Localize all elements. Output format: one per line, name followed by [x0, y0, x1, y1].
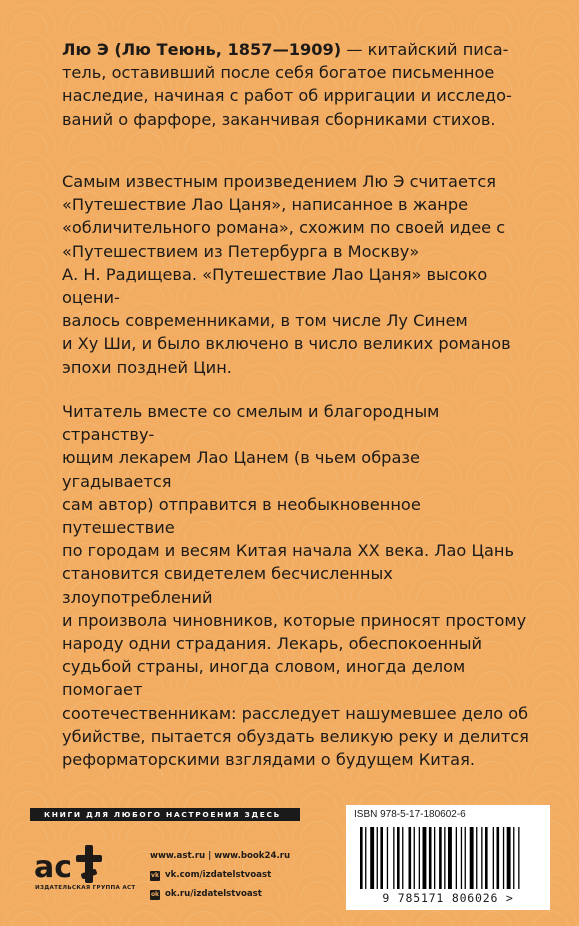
- text-line: и произвола чиновников, которые приносят простому: [62, 610, 527, 630]
- text-line: валось современниками, в том числе Лу Синем: [62, 311, 468, 331]
- text-line: по городам и весям Китая начала XX века. Лао Цань: [62, 541, 515, 561]
- websites-link[interactable]: www.ast.ru | www.book24.ru: [150, 851, 291, 861]
- text-line: «Путешествием из Петербурга в Москву»: [62, 241, 420, 261]
- barcode-digits: 9 785171 806026 >: [382, 891, 514, 905]
- text-line: Читатель вместе со смелым и благородным странству-: [62, 402, 440, 445]
- barcode-bar: [518, 827, 519, 889]
- ok-link[interactable]: ok.ru/izdatelstvoast: [165, 889, 262, 899]
- bio-line: ваний о фарфоре, заканчивая сборниками стихов.: [62, 109, 496, 129]
- barcode-bar: [448, 827, 452, 889]
- text-line: «Путешествие Лао Цаня», написанное в жанре: [62, 195, 469, 215]
- barcode-bars: [360, 827, 536, 889]
- vk-link[interactable]: vk.com/izdatelstvoast: [165, 870, 272, 880]
- publisher-links: [150, 847, 290, 904]
- barcode-bar: [481, 827, 482, 889]
- barcode-bar: [476, 827, 477, 889]
- barcode-bar: [465, 827, 466, 889]
- ok-row: [150, 885, 290, 904]
- text-line: эпохи поздней Цин.: [62, 357, 232, 377]
- barcode-bar: [370, 827, 374, 889]
- barcode-bar: [387, 827, 388, 889]
- barcode-bar: [377, 827, 378, 889]
- text-line: становится свидетелем бесчисленных злоупотреблений: [62, 564, 393, 607]
- barcode-bar: [419, 827, 420, 889]
- author-name: Лю Э (Лю Теюнь, 1857—1909): [62, 40, 342, 59]
- barcode-bar: [397, 827, 400, 889]
- text-line: сам автор) отправится в необыкновенное путешествие: [62, 494, 421, 538]
- text-line: реформаторскими взглядами о будущем Китая.: [62, 750, 475, 770]
- barcode-bar: [513, 827, 514, 889]
- barcode-bar: [461, 827, 462, 889]
- barcode-bar: [503, 827, 504, 889]
- barcode-bar: [365, 827, 366, 889]
- barcode-bar: [434, 827, 435, 889]
- barcode-bar: [423, 827, 427, 889]
- ast-logo-letters: ac: [34, 850, 73, 885]
- barcode-bar: [507, 827, 511, 889]
- bio-line: тель, оставивший после себя богатое письменное: [62, 63, 495, 83]
- barcode-bar: [380, 827, 383, 889]
- barcode-bar: [497, 827, 500, 889]
- text-line: судьбой страны, иногда словом, иногда делом помогает: [62, 657, 466, 700]
- tagline-banner: КНИГИ ДЛЯ ЛЮБОГО НАСТРОЕНИЯ ЗДЕСЬ: [30, 808, 300, 821]
- text-line: А. Н. Радищева. «Путешествие Лао Цаня» высоко оцени-: [62, 264, 488, 308]
- text-line: народу одни страдания. Лекарь, обеспокоенный: [62, 634, 482, 654]
- barcode-bar: [409, 827, 412, 889]
- text-line: Самым известным произведением Лю Э считается: [62, 172, 496, 191]
- text-line: и Ху Ши, и было включено в число великих романов: [62, 334, 511, 354]
- text-line: «обличительного романа», схожим по своей идее с: [62, 218, 506, 238]
- ast-cross-mark: [76, 845, 102, 883]
- isbn-number: ISBN 978-5-17-180602-6: [354, 809, 466, 820]
- vk-row: [150, 866, 290, 885]
- barcode-bar: [360, 827, 363, 889]
- publisher-name: ИЗДАТЕЛЬСКАЯ ГРУППА АСТ: [35, 885, 136, 891]
- barcode-bar: [470, 827, 474, 889]
- isbn-barcode: [346, 805, 550, 910]
- novel-description-paragraph: [62, 170, 532, 379]
- sites-row: [150, 847, 290, 866]
- barcode-bar: [456, 827, 457, 889]
- barcode-bar: [493, 827, 494, 889]
- author-bio-paragraph: [62, 38, 532, 131]
- barcode-bar: [485, 827, 488, 889]
- bio-line: — китайский писа-: [341, 40, 509, 59]
- text-line: убийстве, пытается обуздать великую реку и делится: [62, 726, 529, 746]
- vk-icon: vk: [151, 872, 159, 879]
- text-line: ющим лекарем Лао Цанем (в чьем образе угадывается: [62, 448, 420, 491]
- barcode-bar: [429, 827, 432, 889]
- ok-icon: ok: [150, 891, 160, 898]
- barcode-bar: [414, 827, 415, 889]
- barcode-bar: [439, 827, 442, 889]
- plot-summary-paragraph: [62, 400, 532, 771]
- text-line: соотечественникам: расследует нашумевшее дело об: [62, 703, 529, 723]
- barcode-bar: [402, 827, 403, 889]
- bio-line: наследие, начиная с работ об ирригации и исследо-: [62, 86, 512, 106]
- barcode-bar: [444, 827, 445, 889]
- barcode-bar: [393, 827, 394, 889]
